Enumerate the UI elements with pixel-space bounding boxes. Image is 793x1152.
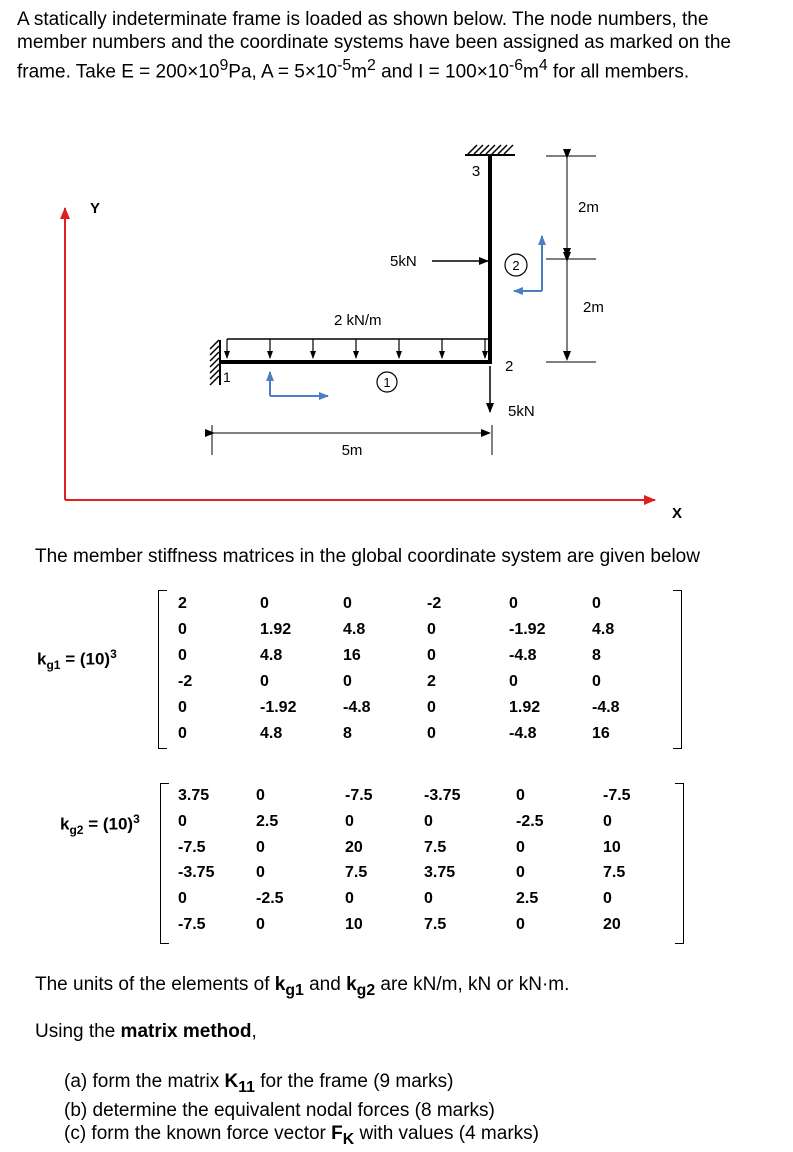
problem-statement	[17, 8, 787, 83]
distributed-load	[227, 339, 490, 358]
kg1-cell: 0	[178, 725, 187, 742]
kg1-right-bracket	[673, 590, 682, 749]
kg2-cell: 0	[516, 916, 525, 933]
support-node-1	[210, 340, 220, 385]
dim-bottom-label: 2m	[583, 299, 604, 316]
kg1-cell: 16	[592, 725, 610, 742]
kg1-cell: 1.92	[509, 699, 541, 716]
kg2-cell: 2.5	[516, 890, 539, 907]
kg1-cell: 0	[427, 699, 436, 716]
kg1-cell: -2	[178, 673, 193, 690]
vertical-load-label: 5kN	[508, 403, 535, 420]
member-1-label: 1	[383, 375, 391, 390]
task-b: (b) determine the equivalent nodal forces (8 marks)	[64, 1099, 495, 1121]
kg2-cell: 0	[516, 787, 525, 804]
kg2-cell: 0	[256, 787, 265, 804]
kg1-cell: 4.8	[260, 725, 283, 742]
kg1-cell: 8	[343, 725, 352, 742]
kg1-cell: 0	[343, 595, 352, 612]
kg2-cell: 3.75	[424, 864, 456, 881]
kg1-cell: 0	[178, 621, 187, 638]
kg2-cell: 0	[516, 864, 525, 881]
node-3-label: 3	[471, 163, 481, 180]
kg1-cell: 0	[260, 673, 269, 690]
kg2-cell: 0	[256, 916, 265, 933]
member-2-label: 2	[512, 258, 520, 273]
kg1-cell: 0	[592, 595, 601, 612]
kg2-cell: 10	[345, 916, 363, 933]
member-1-local-axes	[270, 372, 328, 396]
kg1-cell: 0	[427, 621, 436, 638]
kg2-cell: 0	[345, 813, 354, 830]
y-axis-label: Y	[90, 200, 101, 217]
intro-line-3: frame. Take $E = 200\times 10^9Pa$, $A = 5\times 10^{-5}m^2$ and $I = 100\times 10^{-6}m^4$ for all members.	[17, 57, 690, 83]
kg2-cell: 3.75	[178, 787, 210, 804]
task-a: (a) form the matrix $K_{11}$ for the frame (9 marks)	[64, 1071, 454, 1096]
kg1-cell: 0	[178, 699, 187, 716]
kg2-cell: -7.5	[345, 787, 373, 804]
udl-label: 2 kN/m	[334, 312, 382, 329]
kg2-cell: -3.75	[178, 864, 215, 881]
kg1-cell: 4.8	[592, 621, 615, 638]
kg1-cell: 2	[427, 673, 436, 690]
kg1-cell: 0	[592, 673, 601, 690]
kg1-cell: 16	[343, 647, 361, 664]
kg2-cell: -2.5	[516, 813, 544, 830]
x-axis-label: X	[672, 505, 683, 522]
kg2-cell: -7.5	[603, 787, 631, 804]
horizontal-load-label: 5kN	[390, 253, 417, 270]
kg1-cell: -2	[427, 595, 442, 612]
kg2-cell: 7.5	[424, 839, 447, 856]
kg2-cell: 0	[178, 890, 187, 907]
frame-diagram	[0, 120, 793, 530]
kg2-cell: 10	[603, 839, 621, 856]
kg2-cell: 0	[178, 813, 187, 830]
kg1-left-bracket	[158, 590, 167, 749]
kg1-label: $k_{g1} = (10)^3$	[37, 647, 117, 673]
kg2-cell: 0	[603, 813, 612, 830]
height-dimension	[546, 156, 596, 362]
kg2-cell: 0	[424, 890, 433, 907]
kg1-cell: 0	[427, 647, 436, 664]
kg2-cell: 0	[516, 839, 525, 856]
kg1-cell: -4.8	[509, 725, 537, 742]
span-label: 5m	[341, 442, 363, 459]
kg2-cell: -3.75	[424, 787, 461, 804]
kg1-cell: 2	[178, 595, 187, 612]
kg2-cell: 7.5	[424, 916, 447, 933]
kg1-cell: 0	[178, 647, 187, 664]
kg1-cell: -4.8	[592, 699, 620, 716]
kg1-cell: -1.92	[509, 621, 546, 638]
support-node-3	[465, 145, 515, 155]
kg2-cell: -7.5	[178, 916, 206, 933]
kg1-cell: 0	[427, 725, 436, 742]
kg2-cell: 2.5	[256, 813, 279, 830]
task-list	[64, 1070, 539, 1151]
kg1-cell: 4.8	[343, 621, 366, 638]
task-c: (c) form the known force vector $F_K$ with values (4 marks)	[64, 1122, 539, 1148]
kg2-cell: 0	[345, 890, 354, 907]
node-1-label: 1	[223, 369, 231, 385]
kg2-cell: 20	[345, 839, 363, 856]
kg2-cell: 7.5	[345, 864, 368, 881]
kg1-cell: 1.92	[260, 621, 292, 638]
kg2-cell: 7.5	[603, 864, 626, 881]
intro-line-2: member numbers and the coordinate systems have been assigned as marked on the	[17, 32, 731, 53]
kg2-cell: 20	[603, 916, 621, 933]
method-note: Using the matrix method,	[35, 1021, 257, 1042]
units-note: The units of the elements of $k_{g1}$ and $k_{g2}$ are kN/m, kN or kN·m.	[35, 974, 570, 999]
stiffness-title: The member stiffness matrices in the global coordinate system are given below	[35, 546, 700, 567]
kg2-cell: 0	[424, 813, 433, 830]
dim-top-label: 2m	[578, 199, 599, 216]
kg2-cell: 0	[256, 864, 265, 881]
kg1-cell: -4.8	[343, 699, 371, 716]
kg2-cell: -2.5	[256, 890, 284, 907]
kg1-cell: -4.8	[509, 647, 537, 664]
kg2-cell: -7.5	[178, 839, 206, 856]
kg2-left-bracket	[160, 783, 169, 944]
kg1-cell: 4.8	[260, 647, 283, 664]
kg1-cell: 0	[343, 673, 352, 690]
node-2-label: 2	[505, 358, 514, 375]
kg2-cell: 0	[256, 839, 265, 856]
intro-line-1: A statically indeterminate frame is loaded as shown below. The node numbers, the	[17, 9, 709, 30]
kg1-cell: -1.92	[260, 699, 297, 716]
kg1-cell: 8	[592, 647, 601, 664]
kg1-cell: 0	[509, 673, 518, 690]
kg1-cell: 0	[509, 595, 518, 612]
kg2-label: $k_{g2} = (10)^3$	[60, 812, 140, 838]
kg2-right-bracket	[675, 783, 684, 944]
kg2-cell: 0	[603, 890, 612, 907]
kg1-cell: 0	[260, 595, 269, 612]
